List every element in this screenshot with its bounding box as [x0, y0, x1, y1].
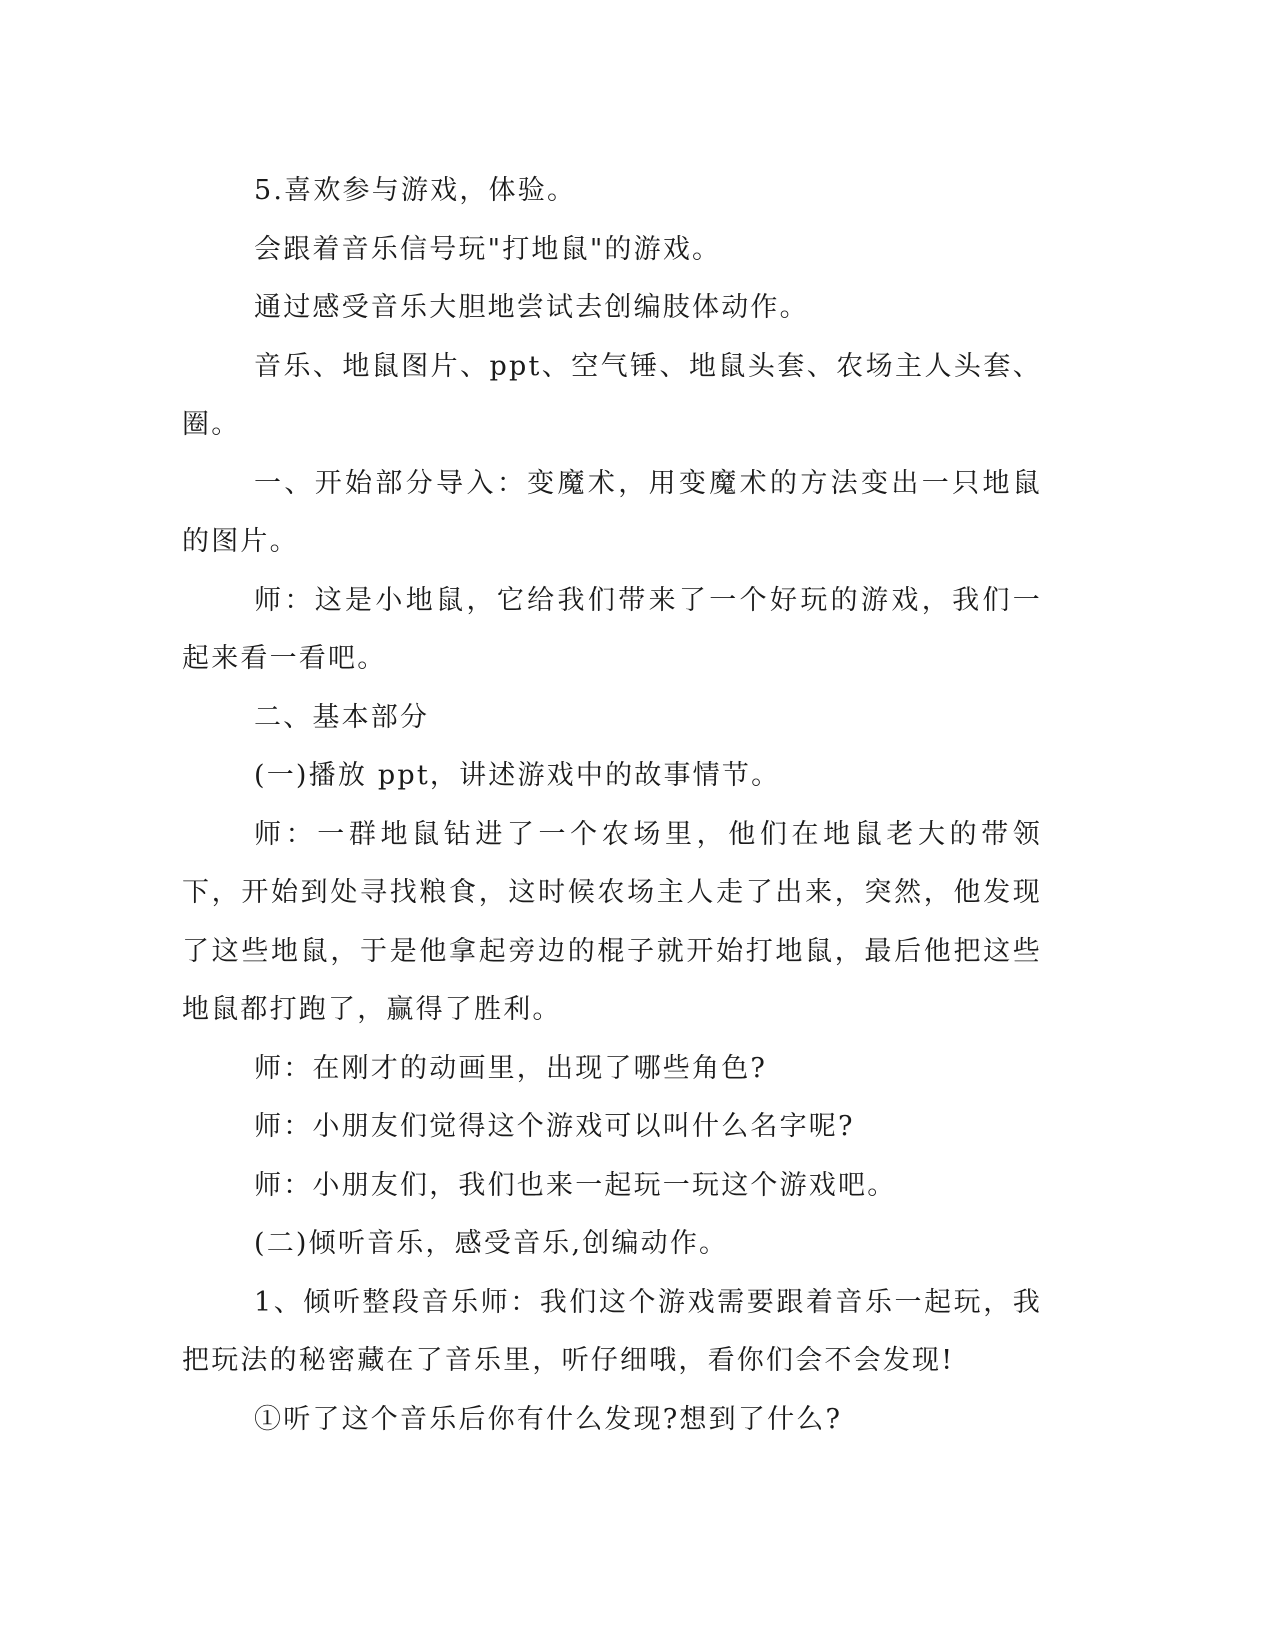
paragraph: 5.喜欢参与游戏，体验。 — [254, 175, 577, 206]
paragraph: 师：小朋友们，我们也来一起玩一玩这个游戏吧。 — [254, 1169, 897, 1201]
paragraph: 师：这是小地鼠，它给我们带来了一个好玩的游戏，我们一起来看一看吧。 — [182, 584, 1042, 674]
paragraph: 会跟着音乐信号玩"打地鼠"的游戏。 — [254, 233, 722, 265]
paragraph: 音乐、地鼠图片、ppt、空气锤、地鼠头套、农场主人头套、圈。 — [182, 350, 1042, 440]
section-heading: 二、基本部分 — [254, 701, 430, 733]
paragraph: 师：在刚才的动画里，出现了哪些角色? — [254, 1052, 768, 1084]
paragraph: 一、开始部分导入：变魔术，用变魔术的方法变出一只地鼠的图片。 — [182, 467, 1042, 557]
paragraph: 1、倾听整段音乐师：我们这个游戏需要跟着音乐一起玩，我把玩法的秘密藏在了音乐里，听仔细哦，看你们会不会发现! — [182, 1286, 1042, 1376]
paragraph: (二)倾听音乐，感受音乐,创编动作。 — [254, 1228, 729, 1259]
paragraph: 师：小朋友们觉得这个游戏可以叫什么名字呢? — [254, 1111, 855, 1142]
paragraph: ①听了这个音乐后你有什么发现?想到了什么? — [254, 1403, 843, 1435]
document-body — [182, 162, 1042, 1449]
paragraph: (一)播放 ppt，讲述游戏中的故事情节。 — [254, 760, 781, 791]
paragraph: 通过感受音乐大胆地尝试去创编肢体动作。 — [254, 292, 809, 323]
paragraph: 师：一群地鼠钻进了一个农场里，他们在地鼠老大的带领下，开始到处寻找粮食，这时候农场主人走了出来，突然，他发现了这些地鼠，于是他拿起旁边的棍子就开始打地鼠，最后他把这些地鼠都打跑了，赢得了胜利。 — [182, 818, 1042, 1025]
